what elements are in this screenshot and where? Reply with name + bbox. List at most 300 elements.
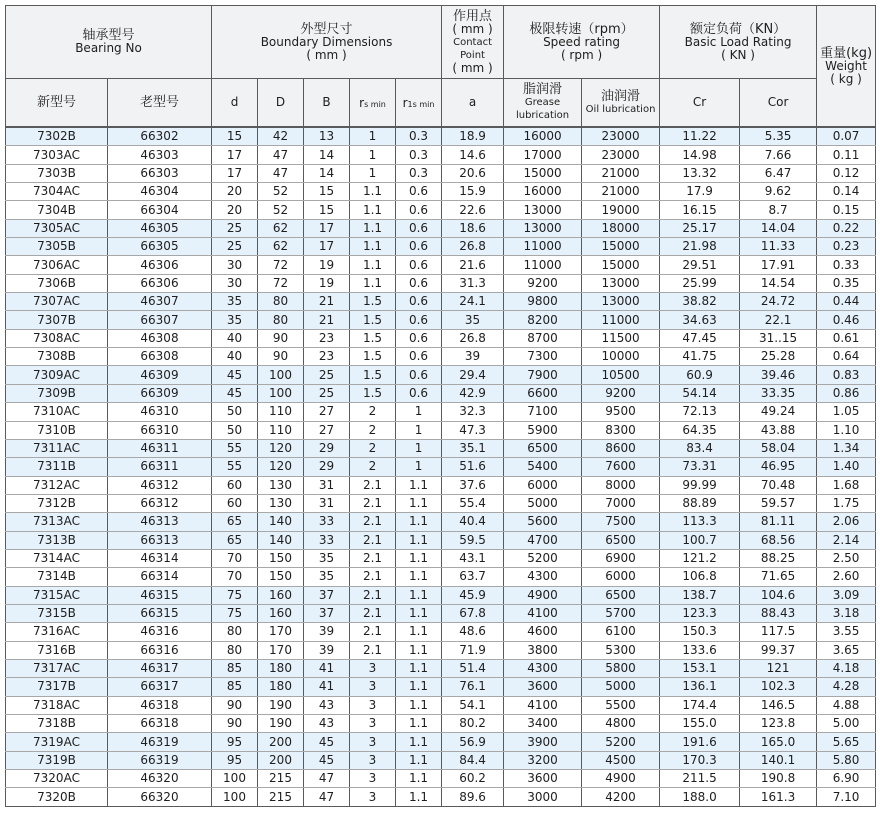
cell-new-model: 7310AC bbox=[6, 403, 108, 421]
cell-oil-speed: 6900 bbox=[582, 549, 660, 567]
cell-cr: 13.32 bbox=[660, 164, 740, 182]
header-a bbox=[442, 79, 504, 128]
cell-cor: 165.0 bbox=[740, 733, 817, 751]
header-rs-min bbox=[350, 79, 396, 128]
cell-new-model: 7318AC bbox=[6, 696, 108, 714]
cell-weight: 3.65 bbox=[817, 641, 876, 659]
header-load-en: Basic Load Rating bbox=[684, 34, 792, 49]
cell-rs-min: 2.1 bbox=[350, 549, 396, 567]
cell-old-model: 66302 bbox=[108, 127, 212, 146]
cell-d: 55 bbox=[212, 439, 258, 457]
cell-rs-min: 2.1 bbox=[350, 568, 396, 586]
cell-r1s-min: 1.1 bbox=[396, 641, 442, 659]
cell-old-model: 66308 bbox=[108, 348, 212, 366]
cell-B: 31 bbox=[304, 476, 350, 494]
header-d bbox=[212, 79, 258, 128]
cell-cor: 71.65 bbox=[740, 568, 817, 586]
cell-D: 62 bbox=[258, 238, 304, 256]
cell-cor: 146.5 bbox=[740, 696, 817, 714]
cell-r1s-min: 1 bbox=[396, 458, 442, 476]
cell-D: 140 bbox=[258, 513, 304, 531]
cell-rs-min: 1.5 bbox=[350, 348, 396, 366]
cell-r1s-min: 0.6 bbox=[396, 201, 442, 219]
cell-B: 45 bbox=[304, 733, 350, 751]
cell-r1s-min: 0.6 bbox=[396, 348, 442, 366]
cell-cor: 22.1 bbox=[740, 311, 817, 329]
cell-cr: 38.82 bbox=[660, 293, 740, 311]
cell-rs-min: 1 bbox=[350, 127, 396, 146]
cell-oil-speed: 15000 bbox=[582, 238, 660, 256]
cell-cor: 68.56 bbox=[740, 531, 817, 549]
cell-contact-point: 26.8 bbox=[442, 238, 504, 256]
cell-contact-point: 21.6 bbox=[442, 256, 504, 274]
cell-B: 31 bbox=[304, 494, 350, 512]
cell-new-model: 7307AC bbox=[6, 293, 108, 311]
cell-oil-speed: 4500 bbox=[582, 751, 660, 769]
cell-contact-point: 71.9 bbox=[442, 641, 504, 659]
cell-contact-point: 40.4 bbox=[442, 513, 504, 531]
cell-old-model: 46320 bbox=[108, 770, 212, 788]
cell-new-model: 7304B bbox=[6, 201, 108, 219]
cell-weight: 0.64 bbox=[817, 348, 876, 366]
cell-old-model: 46314 bbox=[108, 549, 212, 567]
cell-rs-min: 1 bbox=[350, 164, 396, 182]
table-row bbox=[6, 476, 876, 494]
cell-grease-speed: 3200 bbox=[504, 751, 582, 769]
cell-d: 20 bbox=[212, 183, 258, 201]
cell-rs-min: 1.5 bbox=[350, 384, 396, 402]
cell-grease-speed: 11000 bbox=[504, 238, 582, 256]
cell-B: 27 bbox=[304, 403, 350, 421]
cell-contact-point: 48.6 bbox=[442, 623, 504, 641]
cell-d: 35 bbox=[212, 293, 258, 311]
header-weight bbox=[817, 6, 876, 128]
table-row bbox=[6, 696, 876, 714]
table-row bbox=[6, 274, 876, 292]
cell-d: 30 bbox=[212, 274, 258, 292]
cell-B: 33 bbox=[304, 531, 350, 549]
cell-d: 60 bbox=[212, 494, 258, 512]
table-row bbox=[6, 788, 876, 806]
cell-D: 100 bbox=[258, 366, 304, 384]
cell-weight: 0.11 bbox=[817, 146, 876, 164]
cell-cor: 49.24 bbox=[740, 403, 817, 421]
cell-contact-point: 22.6 bbox=[442, 201, 504, 219]
cell-d: 17 bbox=[212, 146, 258, 164]
cell-cor: 70.48 bbox=[740, 476, 817, 494]
cell-weight: 0.12 bbox=[817, 164, 876, 182]
cell-cor: 81.11 bbox=[740, 513, 817, 531]
cell-oil-speed: 5200 bbox=[582, 733, 660, 751]
table-row bbox=[6, 494, 876, 512]
cell-r1s-min: 1.1 bbox=[396, 678, 442, 696]
cell-D: 47 bbox=[258, 146, 304, 164]
cell-weight: 0.15 bbox=[817, 201, 876, 219]
cell-cr: 34.63 bbox=[660, 311, 740, 329]
cell-rs-min: 3 bbox=[350, 715, 396, 733]
cell-r1s-min: 0.6 bbox=[396, 293, 442, 311]
cell-old-model: 46315 bbox=[108, 586, 212, 604]
cell-old-model: 46311 bbox=[108, 439, 212, 457]
table-row bbox=[6, 659, 876, 677]
cell-contact-point: 37.6 bbox=[442, 476, 504, 494]
header-old-model bbox=[108, 79, 212, 128]
cell-cor: 46.95 bbox=[740, 458, 817, 476]
cell-oil-speed: 7000 bbox=[582, 494, 660, 512]
cell-grease-speed: 4300 bbox=[504, 568, 582, 586]
cell-weight: 4.18 bbox=[817, 659, 876, 677]
cell-rs-min: 3 bbox=[350, 696, 396, 714]
cell-D: 52 bbox=[258, 201, 304, 219]
cell-grease-speed: 6000 bbox=[504, 476, 582, 494]
table-row bbox=[6, 146, 876, 164]
cell-grease-speed: 13000 bbox=[504, 219, 582, 237]
cell-weight: 0.86 bbox=[817, 384, 876, 402]
cell-r1s-min: 1.1 bbox=[396, 476, 442, 494]
cell-d: 55 bbox=[212, 458, 258, 476]
cell-d: 35 bbox=[212, 311, 258, 329]
cell-oil-speed: 8600 bbox=[582, 439, 660, 457]
cell-contact-point: 24.1 bbox=[442, 293, 504, 311]
cell-old-model: 66312 bbox=[108, 494, 212, 512]
cell-oil-speed: 21000 bbox=[582, 183, 660, 201]
cell-D: 190 bbox=[258, 696, 304, 714]
cell-rs-min: 3 bbox=[350, 678, 396, 696]
cell-rs-min: 3 bbox=[350, 770, 396, 788]
cell-B: 47 bbox=[304, 770, 350, 788]
cell-cr: 133.6 bbox=[660, 641, 740, 659]
cell-weight: 1.34 bbox=[817, 439, 876, 457]
cell-new-model: 7316AC bbox=[6, 623, 108, 641]
cell-weight: 2.60 bbox=[817, 568, 876, 586]
cell-oil-speed: 10500 bbox=[582, 366, 660, 384]
cell-d: 65 bbox=[212, 531, 258, 549]
table-row bbox=[6, 293, 876, 311]
cell-weight: 0.14 bbox=[817, 183, 876, 201]
cell-d: 75 bbox=[212, 604, 258, 622]
cell-oil-speed: 5500 bbox=[582, 696, 660, 714]
cell-r1s-min: 0.6 bbox=[396, 311, 442, 329]
table-row bbox=[6, 366, 876, 384]
cell-d: 60 bbox=[212, 476, 258, 494]
cell-d: 65 bbox=[212, 513, 258, 531]
cell-cr: 11.22 bbox=[660, 127, 740, 146]
cell-B: 37 bbox=[304, 586, 350, 604]
cell-d: 50 bbox=[212, 421, 258, 439]
cell-cor: 17.91 bbox=[740, 256, 817, 274]
header-bearing-no bbox=[6, 6, 212, 79]
cell-contact-point: 18.6 bbox=[442, 219, 504, 237]
cell-rs-min: 1.1 bbox=[350, 183, 396, 201]
cell-weight: 1.75 bbox=[817, 494, 876, 512]
header-contact-en: Contact Point bbox=[453, 36, 492, 61]
cell-new-model: 7303B bbox=[6, 164, 108, 182]
cell-cor: 31..15 bbox=[740, 329, 817, 347]
cell-weight: 0.61 bbox=[817, 329, 876, 347]
cell-new-model: 7310B bbox=[6, 421, 108, 439]
header-load-rating bbox=[660, 6, 817, 79]
cell-B: 23 bbox=[304, 329, 350, 347]
cell-d: 30 bbox=[212, 256, 258, 274]
cell-B: 39 bbox=[304, 641, 350, 659]
header-bearing-no-cn: 轴承型号 bbox=[82, 28, 135, 43]
cell-grease-speed: 3400 bbox=[504, 715, 582, 733]
cell-cr: 60.9 bbox=[660, 366, 740, 384]
header-r1s-sub: 1s min bbox=[407, 99, 435, 109]
cell-r1s-min: 1.1 bbox=[396, 604, 442, 622]
cell-cor: 104.6 bbox=[740, 586, 817, 604]
cell-rs-min: 3 bbox=[350, 733, 396, 751]
cell-r1s-min: 0.6 bbox=[396, 384, 442, 402]
cell-grease-speed: 7300 bbox=[504, 348, 582, 366]
cell-cr: 155.0 bbox=[660, 715, 740, 733]
cell-B: 15 bbox=[304, 201, 350, 219]
cell-d: 25 bbox=[212, 238, 258, 256]
header-weight-en: Weight bbox=[825, 58, 867, 73]
header-a-label: a bbox=[468, 95, 477, 109]
table-row bbox=[6, 751, 876, 769]
cell-oil-speed: 8000 bbox=[582, 476, 660, 494]
cell-oil-speed: 5700 bbox=[582, 604, 660, 622]
cell-D: 200 bbox=[258, 751, 304, 769]
cell-B: 47 bbox=[304, 788, 350, 806]
cell-oil-speed: 13000 bbox=[582, 274, 660, 292]
header-cor-label: Cor bbox=[767, 95, 789, 109]
cell-new-model: 7308AC bbox=[6, 329, 108, 347]
header-speed-unit: ( rpm ) bbox=[560, 47, 603, 62]
cell-oil-speed: 6500 bbox=[582, 531, 660, 549]
cell-cr: 100.7 bbox=[660, 531, 740, 549]
cell-grease-speed: 4700 bbox=[504, 531, 582, 549]
cell-new-model: 7305B bbox=[6, 238, 108, 256]
cell-new-model: 7315B bbox=[6, 604, 108, 622]
cell-new-model: 7313B bbox=[6, 531, 108, 549]
cell-rs-min: 1.5 bbox=[350, 329, 396, 347]
header-B bbox=[304, 79, 350, 128]
cell-cr: 188.0 bbox=[660, 788, 740, 806]
cell-cr: 170.3 bbox=[660, 751, 740, 769]
cell-new-model: 7314AC bbox=[6, 549, 108, 567]
cell-d: 100 bbox=[212, 788, 258, 806]
cell-d: 45 bbox=[212, 384, 258, 402]
cell-D: 170 bbox=[258, 641, 304, 659]
cell-d: 40 bbox=[212, 329, 258, 347]
cell-contact-point: 39 bbox=[442, 348, 504, 366]
cell-weight: 3.09 bbox=[817, 586, 876, 604]
cell-grease-speed: 9800 bbox=[504, 293, 582, 311]
cell-contact-point: 31.3 bbox=[442, 274, 504, 292]
cell-oil-speed: 5000 bbox=[582, 678, 660, 696]
table-row bbox=[6, 403, 876, 421]
table-row bbox=[6, 513, 876, 531]
cell-cor: 190.8 bbox=[740, 770, 817, 788]
cell-r1s-min: 1.1 bbox=[396, 751, 442, 769]
header-new-model bbox=[6, 79, 108, 128]
cell-r1s-min: 0.6 bbox=[396, 183, 442, 201]
cell-cr: 138.7 bbox=[660, 586, 740, 604]
cell-old-model: 46308 bbox=[108, 329, 212, 347]
cell-cr: 47.45 bbox=[660, 329, 740, 347]
cell-weight: 0.83 bbox=[817, 366, 876, 384]
cell-rs-min: 1.5 bbox=[350, 293, 396, 311]
cell-r1s-min: 1.1 bbox=[396, 568, 442, 586]
cell-grease-speed: 4100 bbox=[504, 696, 582, 714]
cell-d: 40 bbox=[212, 348, 258, 366]
cell-oil-speed: 6500 bbox=[582, 586, 660, 604]
cell-B: 29 bbox=[304, 439, 350, 457]
cell-new-model: 7313AC bbox=[6, 513, 108, 531]
cell-contact-point: 84.4 bbox=[442, 751, 504, 769]
cell-B: 35 bbox=[304, 549, 350, 567]
cell-grease-speed: 17000 bbox=[504, 146, 582, 164]
cell-D: 140 bbox=[258, 531, 304, 549]
cell-D: 80 bbox=[258, 311, 304, 329]
cell-cor: 99.37 bbox=[740, 641, 817, 659]
cell-B: 14 bbox=[304, 164, 350, 182]
cell-oil-speed: 13000 bbox=[582, 293, 660, 311]
cell-grease-speed: 8200 bbox=[504, 311, 582, 329]
cell-old-model: 46313 bbox=[108, 513, 212, 531]
table-row bbox=[6, 623, 876, 641]
cell-cr: 83.4 bbox=[660, 439, 740, 457]
cell-D: 47 bbox=[258, 164, 304, 182]
cell-oil-speed: 18000 bbox=[582, 219, 660, 237]
cell-d: 100 bbox=[212, 770, 258, 788]
cell-grease-speed: 15000 bbox=[504, 164, 582, 182]
header-grease bbox=[504, 79, 582, 128]
cell-rs-min: 1.1 bbox=[350, 274, 396, 292]
cell-cr: 16.15 bbox=[660, 201, 740, 219]
bearing-spec-sheet bbox=[5, 5, 875, 807]
header-boundary-en: Boundary Dimensions bbox=[260, 34, 393, 49]
header-old-model-label: 老型号 bbox=[139, 95, 179, 110]
table-row bbox=[6, 604, 876, 622]
cell-old-model: 66303 bbox=[108, 164, 212, 182]
cell-old-model: 66313 bbox=[108, 531, 212, 549]
cell-oil-speed: 23000 bbox=[582, 127, 660, 146]
header-B-label: B bbox=[322, 95, 331, 109]
cell-old-model: 66305 bbox=[108, 238, 212, 256]
cell-cr: 54.14 bbox=[660, 384, 740, 402]
cell-r1s-min: 0.6 bbox=[396, 329, 442, 347]
header-r1s-min bbox=[396, 79, 442, 128]
cell-r1s-min: 1 bbox=[396, 403, 442, 421]
cell-cor: 39.46 bbox=[740, 366, 817, 384]
header-d-label: d bbox=[230, 95, 239, 109]
cell-D: 120 bbox=[258, 439, 304, 457]
cell-old-model: 46318 bbox=[108, 696, 212, 714]
table-header bbox=[6, 6, 876, 128]
cell-grease-speed: 4900 bbox=[504, 586, 582, 604]
cell-contact-point: 15.9 bbox=[442, 183, 504, 201]
cell-old-model: 46310 bbox=[108, 403, 212, 421]
cell-cor: 14.54 bbox=[740, 274, 817, 292]
cell-contact-point: 18.9 bbox=[442, 127, 504, 146]
cell-cor: 140.1 bbox=[740, 751, 817, 769]
cell-weight: 3.55 bbox=[817, 623, 876, 641]
cell-B: 25 bbox=[304, 366, 350, 384]
cell-old-model: 66317 bbox=[108, 678, 212, 696]
header-oil bbox=[582, 79, 660, 128]
cell-weight: 1.40 bbox=[817, 458, 876, 476]
cell-grease-speed: 4300 bbox=[504, 659, 582, 677]
cell-D: 130 bbox=[258, 494, 304, 512]
cell-grease-speed: 13000 bbox=[504, 201, 582, 219]
cell-new-model: 7317AC bbox=[6, 659, 108, 677]
cell-rs-min: 3 bbox=[350, 751, 396, 769]
cell-weight: 1.05 bbox=[817, 403, 876, 421]
cell-contact-point: 35 bbox=[442, 311, 504, 329]
header-boundary-dimensions bbox=[212, 6, 442, 79]
cell-old-model: 46303 bbox=[108, 146, 212, 164]
cell-contact-point: 45.9 bbox=[442, 586, 504, 604]
cell-contact-point: 59.5 bbox=[442, 531, 504, 549]
cell-new-model: 7306AC bbox=[6, 256, 108, 274]
table-row bbox=[6, 568, 876, 586]
cell-cor: 43.88 bbox=[740, 421, 817, 439]
cell-cor: 161.3 bbox=[740, 788, 817, 806]
cell-old-model: 46312 bbox=[108, 476, 212, 494]
cell-new-model: 7314B bbox=[6, 568, 108, 586]
cell-old-model: 46307 bbox=[108, 293, 212, 311]
table-row bbox=[6, 256, 876, 274]
cell-new-model: 7307B bbox=[6, 311, 108, 329]
cell-D: 160 bbox=[258, 586, 304, 604]
cell-oil-speed: 23000 bbox=[582, 146, 660, 164]
cell-D: 80 bbox=[258, 293, 304, 311]
header-weight-cn: 重量(kg) bbox=[820, 45, 873, 61]
cell-rs-min: 1.1 bbox=[350, 238, 396, 256]
cell-cor: 102.3 bbox=[740, 678, 817, 696]
cell-d: 25 bbox=[212, 219, 258, 237]
cell-weight: 0.07 bbox=[817, 127, 876, 146]
cell-cor: 25.28 bbox=[740, 348, 817, 366]
header-oil-cn: 油润滑 bbox=[601, 88, 641, 104]
cell-d: 70 bbox=[212, 549, 258, 567]
cell-cr: 41.75 bbox=[660, 348, 740, 366]
cell-old-model: 66318 bbox=[108, 715, 212, 733]
cell-D: 100 bbox=[258, 384, 304, 402]
cell-cor: 121 bbox=[740, 659, 817, 677]
cell-rs-min: 2.1 bbox=[350, 513, 396, 531]
cell-cr: 29.51 bbox=[660, 256, 740, 274]
header-oil-en: Oil lubrication bbox=[585, 103, 656, 115]
cell-cr: 17.9 bbox=[660, 183, 740, 201]
header-boundary-unit: ( mm ) bbox=[306, 47, 347, 62]
cell-D: 42 bbox=[258, 127, 304, 146]
cell-grease-speed: 5600 bbox=[504, 513, 582, 531]
cell-new-model: 7311B bbox=[6, 458, 108, 476]
cell-weight: 4.28 bbox=[817, 678, 876, 696]
table-row bbox=[6, 164, 876, 182]
cell-d: 90 bbox=[212, 696, 258, 714]
header-contact-cn: 作用点 bbox=[453, 8, 493, 24]
cell-oil-speed: 7600 bbox=[582, 458, 660, 476]
cell-oil-speed: 9200 bbox=[582, 384, 660, 402]
cell-cr: 191.6 bbox=[660, 733, 740, 751]
cell-grease-speed: 16000 bbox=[504, 183, 582, 201]
header-grease-cn: 脂润滑 bbox=[523, 82, 563, 97]
cell-weight: 0.35 bbox=[817, 274, 876, 292]
cell-D: 215 bbox=[258, 770, 304, 788]
cell-B: 29 bbox=[304, 458, 350, 476]
cell-old-model: 66307 bbox=[108, 311, 212, 329]
cell-cr: 64.35 bbox=[660, 421, 740, 439]
table-row bbox=[6, 421, 876, 439]
cell-old-model: 46319 bbox=[108, 733, 212, 751]
header-bearing-no-en: Bearing No bbox=[75, 41, 142, 55]
cell-r1s-min: 1.1 bbox=[396, 623, 442, 641]
